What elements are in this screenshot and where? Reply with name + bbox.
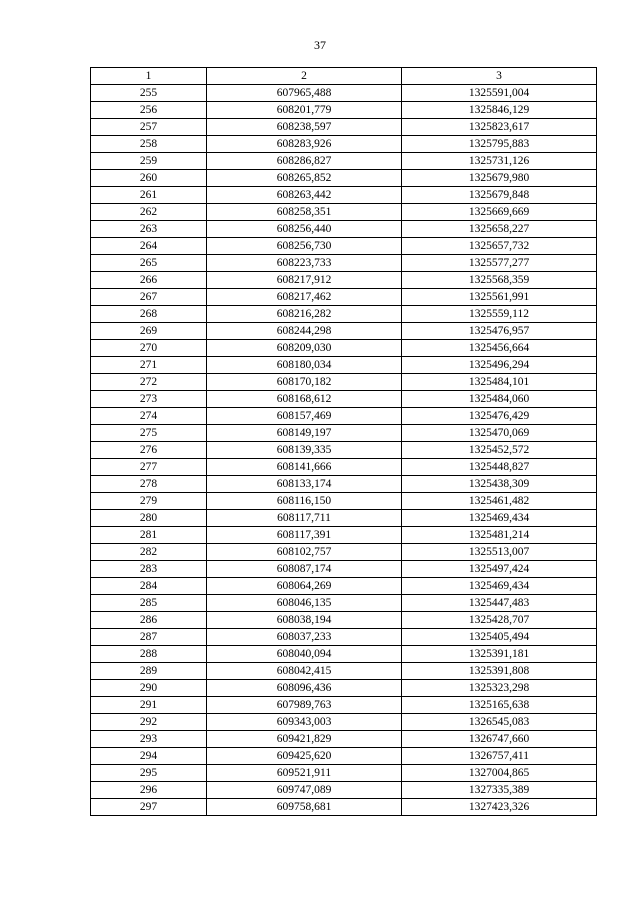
x-coordinate-cell: 609425,620 <box>207 748 402 765</box>
point-number-cell: 289 <box>91 663 207 680</box>
table-row <box>91 187 597 204</box>
point-number-cell: 256 <box>91 102 207 119</box>
x-coordinate-cell: 608096,436 <box>207 680 402 697</box>
y-coordinate-cell: 1325484,101 <box>402 374 597 391</box>
y-coordinate-cell: 1325679,980 <box>402 170 597 187</box>
table-body <box>91 85 597 816</box>
table-row <box>91 612 597 629</box>
x-coordinate-cell: 608064,269 <box>207 578 402 595</box>
x-coordinate-cell: 608042,415 <box>207 663 402 680</box>
table-row <box>91 731 597 748</box>
y-coordinate-cell: 1325469,434 <box>402 510 597 527</box>
point-number-cell: 294 <box>91 748 207 765</box>
y-coordinate-cell: 1327004,865 <box>402 765 597 782</box>
y-coordinate-cell: 1325679,848 <box>402 187 597 204</box>
table-row <box>91 425 597 442</box>
y-coordinate-cell: 1327423,326 <box>402 799 597 816</box>
point-number-cell: 257 <box>91 119 207 136</box>
table-row <box>91 357 597 374</box>
x-coordinate-cell: 608265,852 <box>207 170 402 187</box>
point-number-cell: 292 <box>91 714 207 731</box>
x-coordinate-cell: 608283,926 <box>207 136 402 153</box>
x-coordinate-cell: 608133,174 <box>207 476 402 493</box>
table-header <box>91 68 597 85</box>
table-row <box>91 680 597 697</box>
point-number-cell: 284 <box>91 578 207 595</box>
point-number-cell: 262 <box>91 204 207 221</box>
x-coordinate-cell: 608087,174 <box>207 561 402 578</box>
x-coordinate-cell: 608216,282 <box>207 306 402 323</box>
table-row <box>91 221 597 238</box>
table-row <box>91 119 597 136</box>
point-number-cell: 276 <box>91 442 207 459</box>
point-number-cell: 265 <box>91 255 207 272</box>
table-row <box>91 527 597 544</box>
x-coordinate-cell: 608116,150 <box>207 493 402 510</box>
point-number-cell: 272 <box>91 374 207 391</box>
table-row <box>91 561 597 578</box>
table-row <box>91 85 597 102</box>
x-coordinate-cell: 608223,733 <box>207 255 402 272</box>
x-coordinate-cell: 609421,829 <box>207 731 402 748</box>
table-row <box>91 204 597 221</box>
point-number-cell: 283 <box>91 561 207 578</box>
point-number-cell: 277 <box>91 459 207 476</box>
point-number-cell: 281 <box>91 527 207 544</box>
table-row <box>91 442 597 459</box>
y-coordinate-cell: 1325669,669 <box>402 204 597 221</box>
x-coordinate-cell: 608263,442 <box>207 187 402 204</box>
x-coordinate-cell: 609521,911 <box>207 765 402 782</box>
y-coordinate-cell: 1325470,069 <box>402 425 597 442</box>
y-coordinate-cell: 1326747,660 <box>402 731 597 748</box>
y-coordinate-cell: 1325497,424 <box>402 561 597 578</box>
point-number-cell: 280 <box>91 510 207 527</box>
table-row <box>91 374 597 391</box>
x-coordinate-cell: 608258,351 <box>207 204 402 221</box>
point-number-cell: 291 <box>91 697 207 714</box>
x-coordinate-cell: 608170,182 <box>207 374 402 391</box>
y-coordinate-cell: 1325165,638 <box>402 697 597 714</box>
table-row <box>91 306 597 323</box>
point-number-cell: 278 <box>91 476 207 493</box>
x-coordinate-cell: 609758,681 <box>207 799 402 816</box>
point-number-cell: 282 <box>91 544 207 561</box>
table-row <box>91 544 597 561</box>
table-row <box>91 748 597 765</box>
x-coordinate-cell: 608139,335 <box>207 442 402 459</box>
y-coordinate-cell: 1325731,126 <box>402 153 597 170</box>
table-row <box>91 663 597 680</box>
x-coordinate-cell: 608217,912 <box>207 272 402 289</box>
point-number-cell: 260 <box>91 170 207 187</box>
x-coordinate-cell: 608244,298 <box>207 323 402 340</box>
x-coordinate-cell: 608037,233 <box>207 629 402 646</box>
table-row <box>91 408 597 425</box>
y-coordinate-cell: 1325447,483 <box>402 595 597 612</box>
point-number-cell: 273 <box>91 391 207 408</box>
y-coordinate-cell: 1325568,359 <box>402 272 597 289</box>
y-coordinate-cell: 1326545,083 <box>402 714 597 731</box>
y-coordinate-cell: 1325496,294 <box>402 357 597 374</box>
column-header-3: 3 <box>402 68 597 85</box>
table-row <box>91 238 597 255</box>
y-coordinate-cell: 1325476,957 <box>402 323 597 340</box>
x-coordinate-cell: 607965,488 <box>207 85 402 102</box>
y-coordinate-cell: 1325469,434 <box>402 578 597 595</box>
point-number-cell: 286 <box>91 612 207 629</box>
y-coordinate-cell: 1325823,617 <box>402 119 597 136</box>
x-coordinate-cell: 608168,612 <box>207 391 402 408</box>
table-row <box>91 476 597 493</box>
x-coordinate-cell: 608286,827 <box>207 153 402 170</box>
x-coordinate-cell: 609747,089 <box>207 782 402 799</box>
y-coordinate-cell: 1325391,808 <box>402 663 597 680</box>
y-coordinate-cell: 1325476,429 <box>402 408 597 425</box>
x-coordinate-cell: 608038,194 <box>207 612 402 629</box>
point-number-cell: 270 <box>91 340 207 357</box>
y-coordinate-cell: 1325481,214 <box>402 527 597 544</box>
table-row <box>91 272 597 289</box>
table-row <box>91 697 597 714</box>
y-coordinate-cell: 1325484,060 <box>402 391 597 408</box>
point-number-cell: 285 <box>91 595 207 612</box>
point-number-cell: 296 <box>91 782 207 799</box>
point-number-cell: 271 <box>91 357 207 374</box>
table-row <box>91 255 597 272</box>
point-number-cell: 266 <box>91 272 207 289</box>
point-number-cell: 268 <box>91 306 207 323</box>
point-number-cell: 259 <box>91 153 207 170</box>
point-number-cell: 295 <box>91 765 207 782</box>
point-number-cell: 288 <box>91 646 207 663</box>
y-coordinate-cell: 1325657,732 <box>402 238 597 255</box>
y-coordinate-cell: 1327335,389 <box>402 782 597 799</box>
table-row <box>91 714 597 731</box>
x-coordinate-cell: 609343,003 <box>207 714 402 731</box>
x-coordinate-cell: 608149,197 <box>207 425 402 442</box>
point-number-cell: 269 <box>91 323 207 340</box>
y-coordinate-cell: 1325438,309 <box>402 476 597 493</box>
coordinates-table <box>90 67 597 816</box>
table-header-row <box>91 68 597 85</box>
y-coordinate-cell: 1325658,227 <box>402 221 597 238</box>
table-row <box>91 136 597 153</box>
point-number-cell: 279 <box>91 493 207 510</box>
y-coordinate-cell: 1325448,827 <box>402 459 597 476</box>
table-row <box>91 765 597 782</box>
table-row <box>91 595 597 612</box>
x-coordinate-cell: 608209,030 <box>207 340 402 357</box>
table-row <box>91 782 597 799</box>
table-row <box>91 323 597 340</box>
table-row <box>91 646 597 663</box>
column-header-2: 2 <box>207 68 402 85</box>
y-coordinate-cell: 1325405,494 <box>402 629 597 646</box>
page-number: 37 <box>314 38 326 52</box>
y-coordinate-cell: 1325461,482 <box>402 493 597 510</box>
table-row <box>91 510 597 527</box>
y-coordinate-cell: 1325452,572 <box>402 442 597 459</box>
table-row <box>91 391 597 408</box>
point-number-cell: 267 <box>91 289 207 306</box>
y-coordinate-cell: 1325323,298 <box>402 680 597 697</box>
table-row <box>91 629 597 646</box>
y-coordinate-cell: 1325795,883 <box>402 136 597 153</box>
point-number-cell: 255 <box>91 85 207 102</box>
table-row <box>91 578 597 595</box>
point-number-cell: 293 <box>91 731 207 748</box>
x-coordinate-cell: 608102,757 <box>207 544 402 561</box>
x-coordinate-cell: 608117,391 <box>207 527 402 544</box>
y-coordinate-cell: 1325577,277 <box>402 255 597 272</box>
x-coordinate-cell: 608238,597 <box>207 119 402 136</box>
table-row <box>91 340 597 357</box>
x-coordinate-cell: 608040,094 <box>207 646 402 663</box>
x-coordinate-cell: 608117,711 <box>207 510 402 527</box>
point-number-cell: 264 <box>91 238 207 255</box>
x-coordinate-cell: 608180,034 <box>207 357 402 374</box>
y-coordinate-cell: 1325591,004 <box>402 85 597 102</box>
point-number-cell: 290 <box>91 680 207 697</box>
x-coordinate-cell: 608256,730 <box>207 238 402 255</box>
y-coordinate-cell: 1325561,991 <box>402 289 597 306</box>
x-coordinate-cell: 608157,469 <box>207 408 402 425</box>
point-number-cell: 261 <box>91 187 207 204</box>
table-row <box>91 799 597 816</box>
point-number-cell: 297 <box>91 799 207 816</box>
table-row <box>91 289 597 306</box>
point-number-cell: 275 <box>91 425 207 442</box>
point-number-cell: 274 <box>91 408 207 425</box>
x-coordinate-cell: 608256,440 <box>207 221 402 238</box>
point-number-cell: 287 <box>91 629 207 646</box>
x-coordinate-cell: 608046,135 <box>207 595 402 612</box>
table-row <box>91 153 597 170</box>
table-row <box>91 170 597 187</box>
y-coordinate-cell: 1325428,707 <box>402 612 597 629</box>
x-coordinate-cell: 607989,763 <box>207 697 402 714</box>
y-coordinate-cell: 1326757,411 <box>402 748 597 765</box>
point-number-cell: 263 <box>91 221 207 238</box>
point-number-cell: 258 <box>91 136 207 153</box>
y-coordinate-cell: 1325846,129 <box>402 102 597 119</box>
column-header-1: 1 <box>91 68 207 85</box>
y-coordinate-cell: 1325559,112 <box>402 306 597 323</box>
table-row <box>91 459 597 476</box>
x-coordinate-cell: 608217,462 <box>207 289 402 306</box>
y-coordinate-cell: 1325513,007 <box>402 544 597 561</box>
table-row <box>91 493 597 510</box>
x-coordinate-cell: 608201,779 <box>207 102 402 119</box>
y-coordinate-cell: 1325391,181 <box>402 646 597 663</box>
table-row <box>91 102 597 119</box>
y-coordinate-cell: 1325456,664 <box>402 340 597 357</box>
x-coordinate-cell: 608141,666 <box>207 459 402 476</box>
